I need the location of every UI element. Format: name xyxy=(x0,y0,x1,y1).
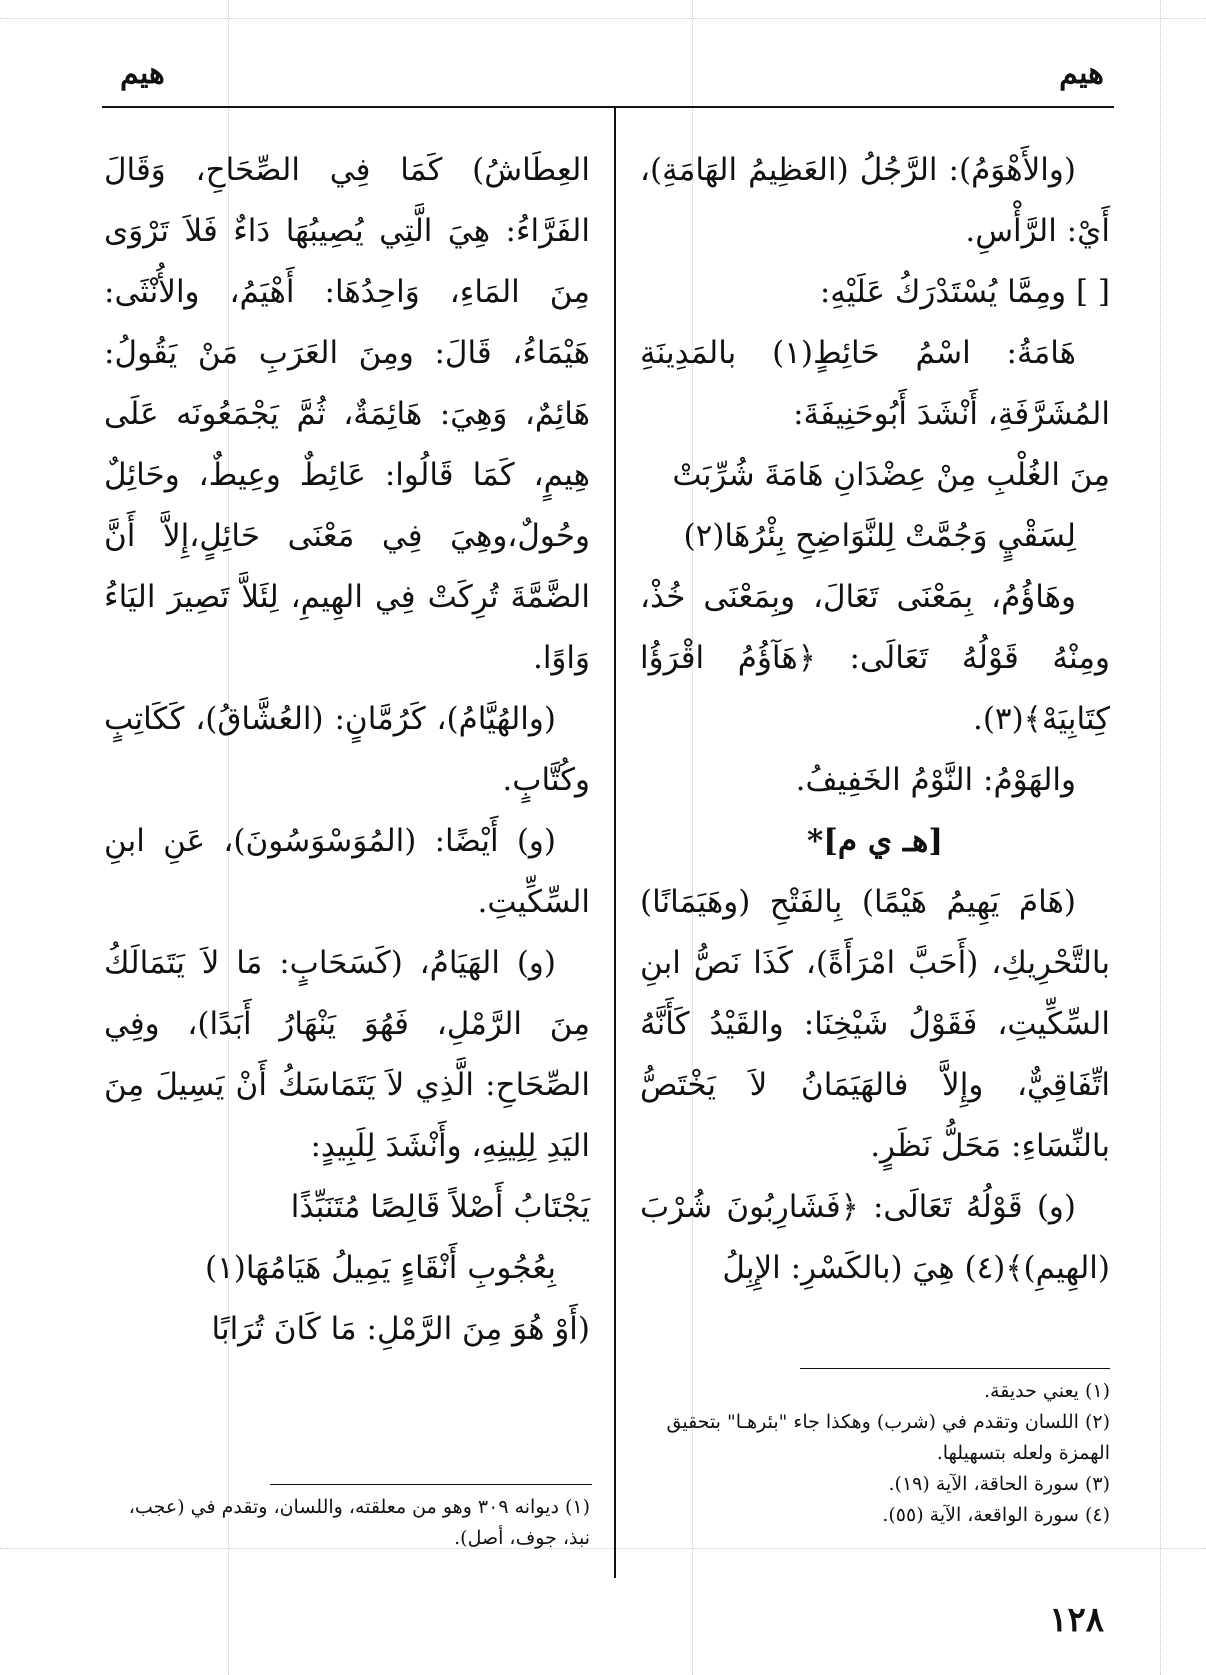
paragraph: يَجْتَابُ أَصْلاً قَالِصًا مُتَنَبِّذًا xyxy=(290,1189,590,1225)
paragraph: (و) الهَيَامُ، (كَسَحَابٍ: مَا لاَ يَتَمَالَكُ مِنَ الرَّمْلِ، فَهُوَ يَنْهَارُ أَبَدًا)، وفِي الصِّحَاحِ: الَّذِي لاَ يَتَمَاسَكُ أَنْ يَسِيلَ مِنَ اليَدِ لِلِينِهِ، وأَنْشَدَ لِلَبِيدٍ: xyxy=(104,945,590,1164)
paragraph: (هَامَ يَهِيمُ هَيْمًا) بِالفَتْحِ (وهَيَمَانًا) بالتَّحْرِيكِ، (أَحَبَّ امْرَأَةً)، كَذَا نَصُّ ابنِ السِّكِّيتِ، فَقَوْلُ شَيْخِنَا: والقَيْدُ كَأَنَّهُ اتِّفَاقِيٌّ، وإِلاَّ فالهَيَمَانُ لاَ يَخْتَصُّ بالنِّسَاءِ: مَحَلُّ نَظَرٍ. xyxy=(640,884,1110,1164)
paragraph: (و) قَوْلُهُ تَعَالَى: ﴿فَشَارِبُونَ شُرْبَ (الهِيمِ)﴾(٤) هِيَ (بالكَسْرِ: الإِبِلُ xyxy=(640,1189,1110,1286)
paragraph: العِطَاشُ) كَمَا فِي الصِّحَاحِ، وَقَالَ الفَرَّاءُ: هِيَ الَّتِي يُصِيبُهَا دَاءٌ فَلاَ تَرْوَى مِنَ المَاءِ، وَاحِدُهَا: أَهْيَمُ، والأُنْثَى: هَيْمَاءُ، قَالَ: ومِنَ العَرَبِ مَنْ يَقُولُ: هَائِمٌ، وَهِيَ: هَائِمَةٌ، ثُمَّ يَجْمَعُونَه عَلَى هِيمٍ، كَمَا قَالُوا: عَائِطٌ وعِيطٌ، وحَائِلٌ وحُولٌ،وهِيَ فِي مَعْنَى حَائِلٍ،إِلاَّ أَنَّ الضَّمَّةَ تُرِكَتْ فِي الهِيمِ، لِئَلاَّ تَصِيرَ اليَاءُ وَاوًا. xyxy=(104,152,590,676)
scan-guide-line xyxy=(1160,0,1161,1675)
footnotes-right xyxy=(640,1376,1110,1531)
running-header-right: هيم xyxy=(1059,56,1104,91)
header-rule xyxy=(102,106,1114,108)
paragraph: (و) أَيْضًا: (المُوَسْوَسُونَ)، عَنِ ابنِ السِّكِّيتِ. xyxy=(104,823,590,920)
footnote-rule-left xyxy=(270,1484,592,1485)
page-number: ١٢٨ xyxy=(1049,1600,1104,1640)
footnote: (٣) سورة الحاقة، الآية (١٩). xyxy=(888,1473,1110,1495)
paragraph: بِعُجُوبِ أَنْقَاءٍ يَمِيلُ هَيَامُهَا(١) xyxy=(204,1250,556,1286)
footnote: (١) يعني حديقة. xyxy=(984,1380,1110,1402)
column-divider xyxy=(614,108,616,1578)
scan-guide-line xyxy=(0,18,1206,19)
paragraph: (أَوْ هُوَ مِنَ الرَّمْلِ: مَا كَانَ تُرَابًا xyxy=(211,1311,590,1347)
footnote: (٤) سورة الواقعة، الآية (٥٥). xyxy=(882,1504,1110,1526)
paragraph: لِسَقْيٍ وَجُمَّتْ لِلنَّوَاضِحِ بِئْرُهَا(٢) xyxy=(683,518,1076,554)
paragraph: وهَاؤُمُ، بِمَعْنَى تَعَالَ، وبِمَعْنَى خُذْ، ومِنْهُ قَوْلُهُ تَعَالَى: ﴿هَآؤُمُ اقْرَؤُا كِتَابِيَهْ﴾(٣). xyxy=(640,579,1110,737)
footnote-rule-right xyxy=(800,1368,1110,1369)
running-header-left: هيم xyxy=(120,56,165,91)
paragraph: (والأَهْوَمُ): الرَّجُلُ (العَظِيمُ الهَامَةِ)، أَيْ: الرَّأْسِ. xyxy=(640,152,1110,249)
footnotes-left xyxy=(104,1492,590,1554)
entry-heading: [هـ ي م]* xyxy=(806,823,944,859)
paragraph: [ ] ومِمَّا يُسْتَدْرَكُ عَلَيْهِ: xyxy=(819,274,1110,310)
footnote: (٢) اللسان وتقدم في (شرب) وهكذا جاء "بئرهـا" بتحقيق الهمزة ولعله بتسهيلها. xyxy=(666,1411,1110,1464)
paragraph: والهَوْمُ: النَّوْمُ الخَفِيفُ. xyxy=(795,762,1076,798)
paragraph: مِنَ الغُلْبِ مِنْ عِضْدَانِ هَامَةَ شُرِّبَتْ xyxy=(672,457,1110,493)
paragraph: (والهُيَّامُ)، كَرُمَّانٍ: (العُشَّاقُ)، كَكَاتِبٍ وكُتَّابٍ. xyxy=(104,701,590,798)
paragraph: هَامَةُ: اسْمُ حَائِطٍ(١) بالمَدِينَةِ المُشَرَّفَةِ، أَنْشَدَ أَبُوحَنِيفَةَ: xyxy=(640,335,1110,432)
left-column xyxy=(104,140,590,1360)
footnote: (١) ديوانه ٣٠٩ وهو من معلقته، واللسان، وتقدم في (عجب، نبذ، جوف، أصل). xyxy=(128,1496,590,1549)
right-column xyxy=(640,140,1110,1299)
